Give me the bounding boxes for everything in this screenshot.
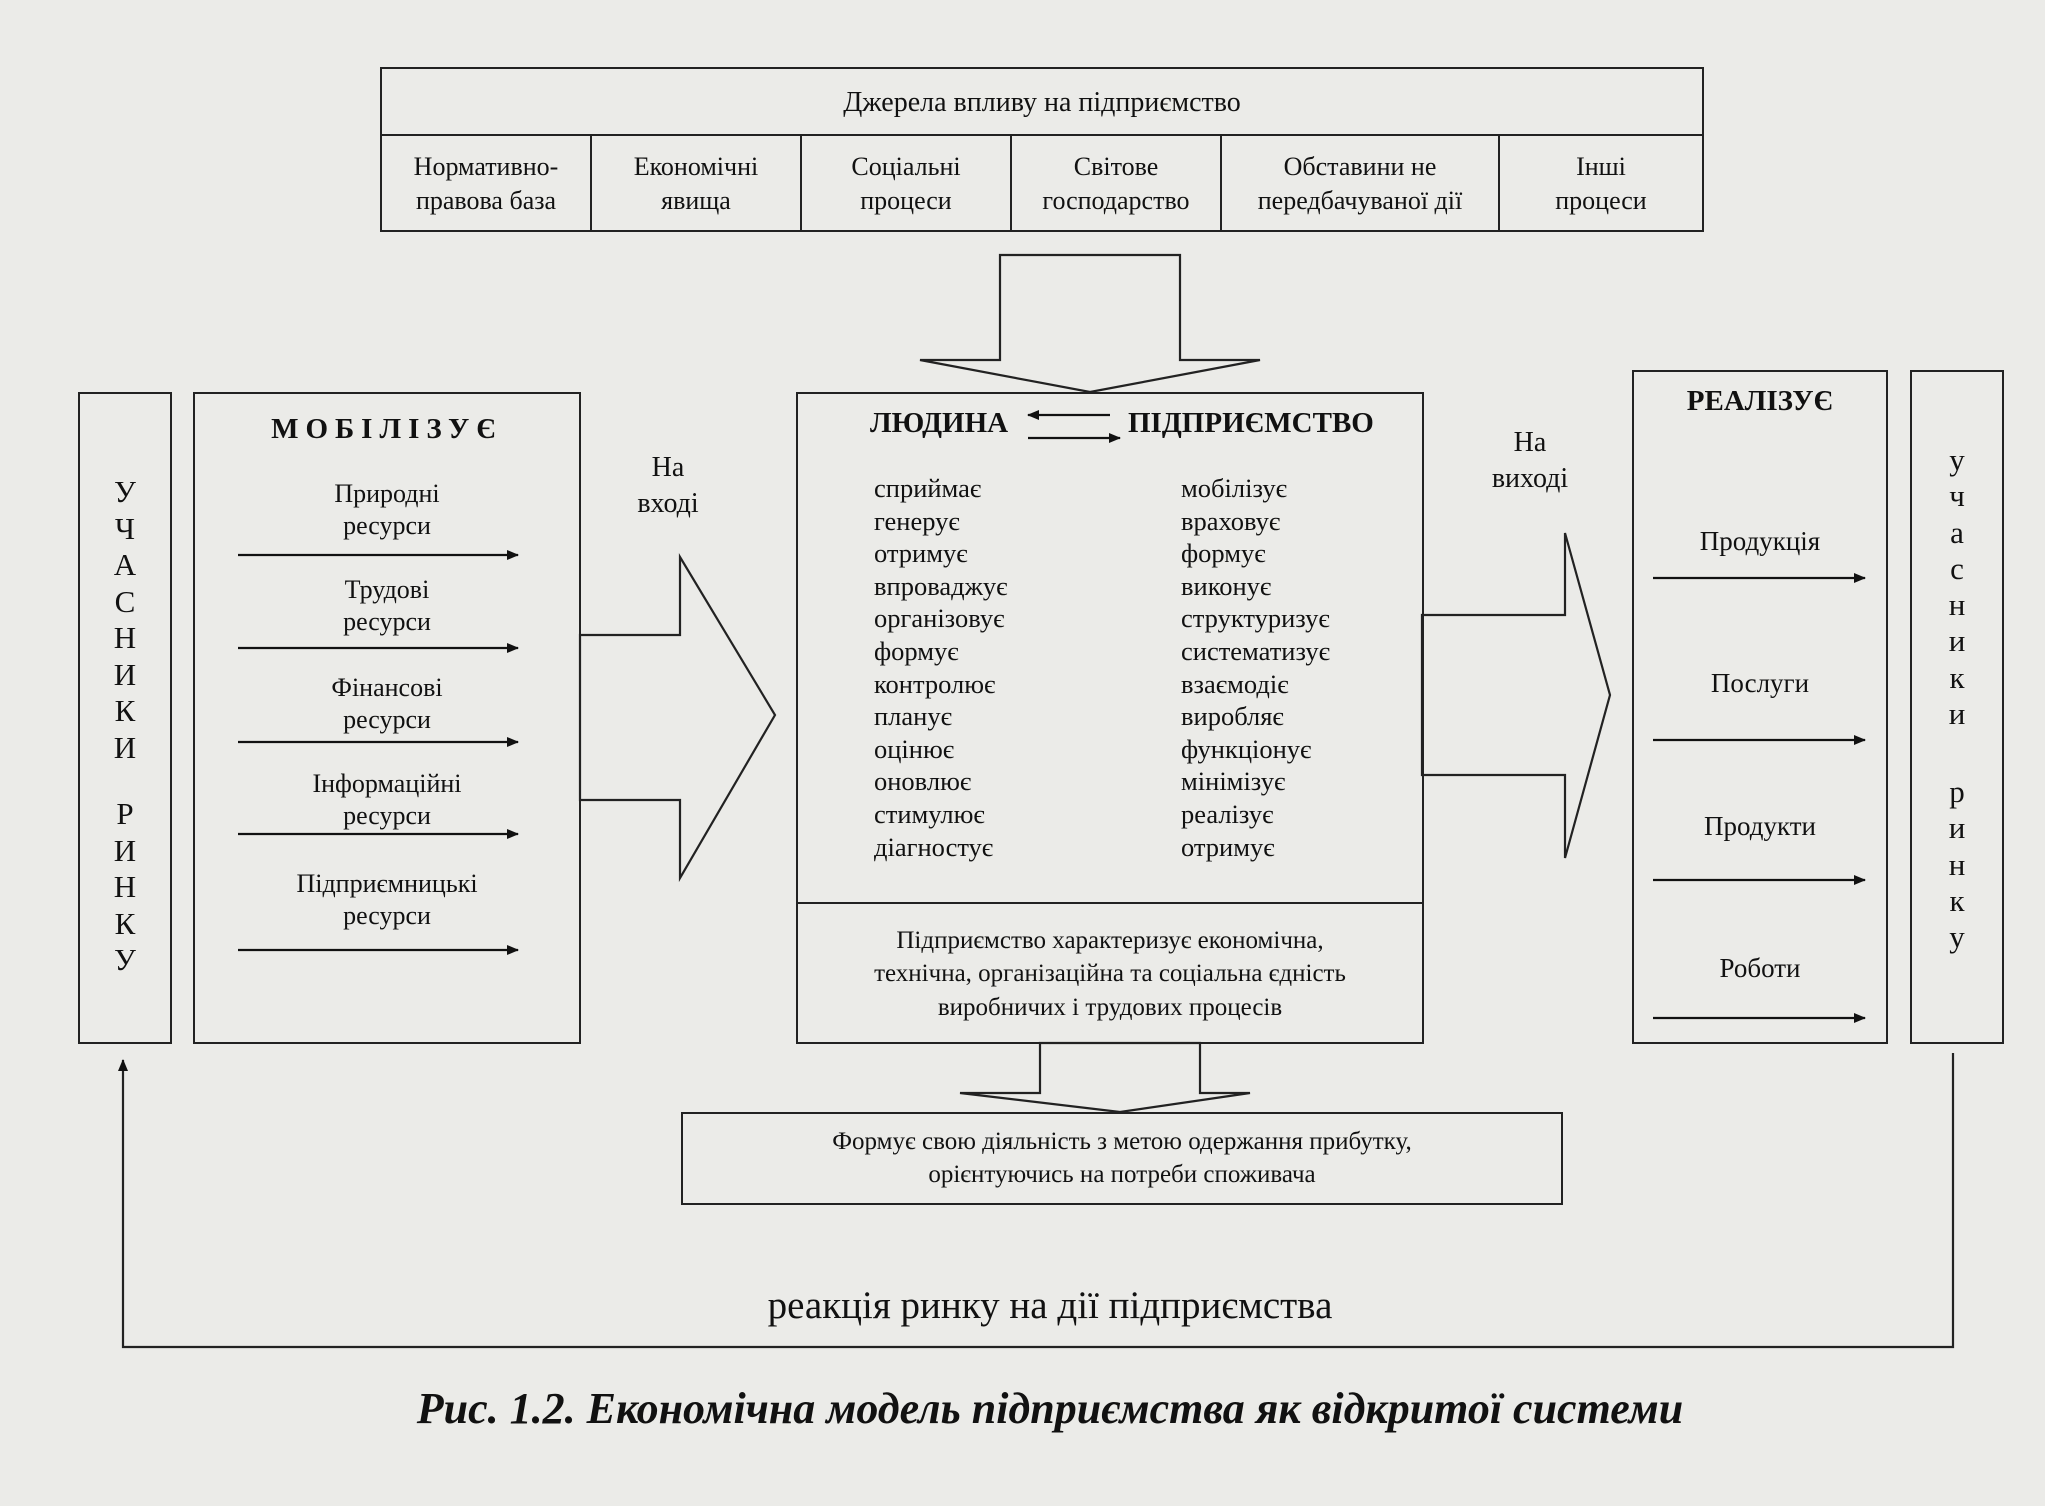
human-verb: планує (874, 701, 952, 732)
human-verb: генерує (874, 505, 960, 536)
market-participants-right-word2: р и н к у (1948, 774, 1966, 955)
human-title: ЛЮДИНА (870, 407, 1009, 439)
source-cell: Соціальні процеси (802, 136, 1012, 232)
influence-sources-table (380, 67, 1704, 232)
human-verb: впроваджує (874, 570, 1008, 601)
resource-natural: Природні ресурси (334, 479, 440, 540)
output-services: Послуги (1710, 668, 1810, 698)
block-arrow-input (580, 557, 775, 878)
output-goods: Продукти (1704, 811, 1816, 841)
enterprise-verb: взаємодіє (1181, 668, 1289, 699)
influence-sources-title: Джерела впливу на підприємство (382, 69, 1702, 136)
human-verb: оновлює (874, 766, 972, 797)
source-cell: Обставини не передбачуваної дії (1222, 136, 1500, 232)
market-participants-left (78, 392, 172, 1044)
market-reaction-label: реакція ринку на дії підприємства (767, 1284, 1333, 1327)
enterprise-verb: отримує (1181, 831, 1275, 862)
enterprise-verb: систематизує (1181, 635, 1331, 666)
enterprise-verb: формує (1181, 538, 1266, 569)
resource-labour: Трудові ресурси (343, 575, 431, 636)
enterprise-verb: виконує (1181, 570, 1272, 601)
output-works: Роботи (1719, 953, 1801, 983)
source-cell: Світове господарство (1012, 136, 1222, 232)
human-verbs-list (874, 472, 1008, 863)
influence-sources-row (382, 136, 1702, 232)
enterprise-description: Підприємство характеризує економічна, технічна, організаційна та соціальна єдність виробничих і трудових процесів (798, 902, 1422, 1044)
enterprise-verb: враховує (1181, 505, 1281, 536)
resource-entrepreneurial: Підприємницькі ресурси (296, 869, 478, 930)
human-verb: сприймає (874, 473, 982, 503)
human-verb: діагностує (874, 831, 994, 862)
resource-financial: Фінансові ресурси (331, 673, 443, 734)
mobilizes-box (193, 392, 581, 1044)
human-verb: отримує (874, 538, 968, 569)
human-verb: формує (874, 635, 959, 666)
resource-information: Інформаційні ресурси (312, 769, 462, 830)
source-cell: Нормативно- правова база (382, 136, 592, 232)
profit-goal-box: Формує свою діяльність з метою одержання прибутку, орієнтуючись на потреби споживача (681, 1112, 1563, 1205)
market-participants-left-word1: У Ч А С Н И К И (113, 474, 137, 766)
realizes-title: РЕАЛІЗУЄ (1686, 385, 1834, 417)
source-cell: Економічні явища (592, 136, 802, 232)
output-label: На виході (1491, 427, 1569, 495)
enterprise-verb: мінімізує (1181, 766, 1286, 797)
enterprise-verb: функціонує (1181, 733, 1312, 764)
human-verb: стимулює (874, 798, 985, 829)
block-arrow-output (1422, 533, 1610, 858)
figure-caption: Рис. 1.2. Економічна модель підприємства як відкритої системи (416, 1384, 1684, 1433)
enterprise-verbs-list (1181, 472, 1330, 863)
output-products: Продукція (1699, 526, 1821, 556)
enterprise-verb: реалізує (1181, 798, 1274, 829)
mobilizes-title: МОБІЛІЗУЄ (271, 413, 503, 445)
human-enterprise-box (796, 392, 1424, 1044)
human-verb: контролює (874, 668, 996, 699)
input-label: На вході (637, 452, 699, 520)
block-arrow-down-top (920, 255, 1260, 392)
source-cell: Інші процеси (1555, 152, 1647, 215)
enterprise-verb: виробляє (1181, 701, 1284, 732)
enterprise-verb: структуризує (1181, 603, 1330, 634)
market-participants-right (1910, 370, 2004, 1044)
market-participants-left-word2: Р И Н К У (113, 796, 137, 978)
block-arrow-down-bottom (960, 1043, 1250, 1112)
human-verb: організовує (874, 603, 1005, 634)
market-participants-right-word1: у ч а с н и к и (1948, 442, 1966, 731)
enterprise-verb: мобілізує (1181, 473, 1287, 503)
realizes-box (1632, 370, 1888, 1044)
human-verb: оцінює (874, 733, 955, 764)
enterprise-title: ПІДПРИЄМСТВО (1128, 407, 1374, 439)
